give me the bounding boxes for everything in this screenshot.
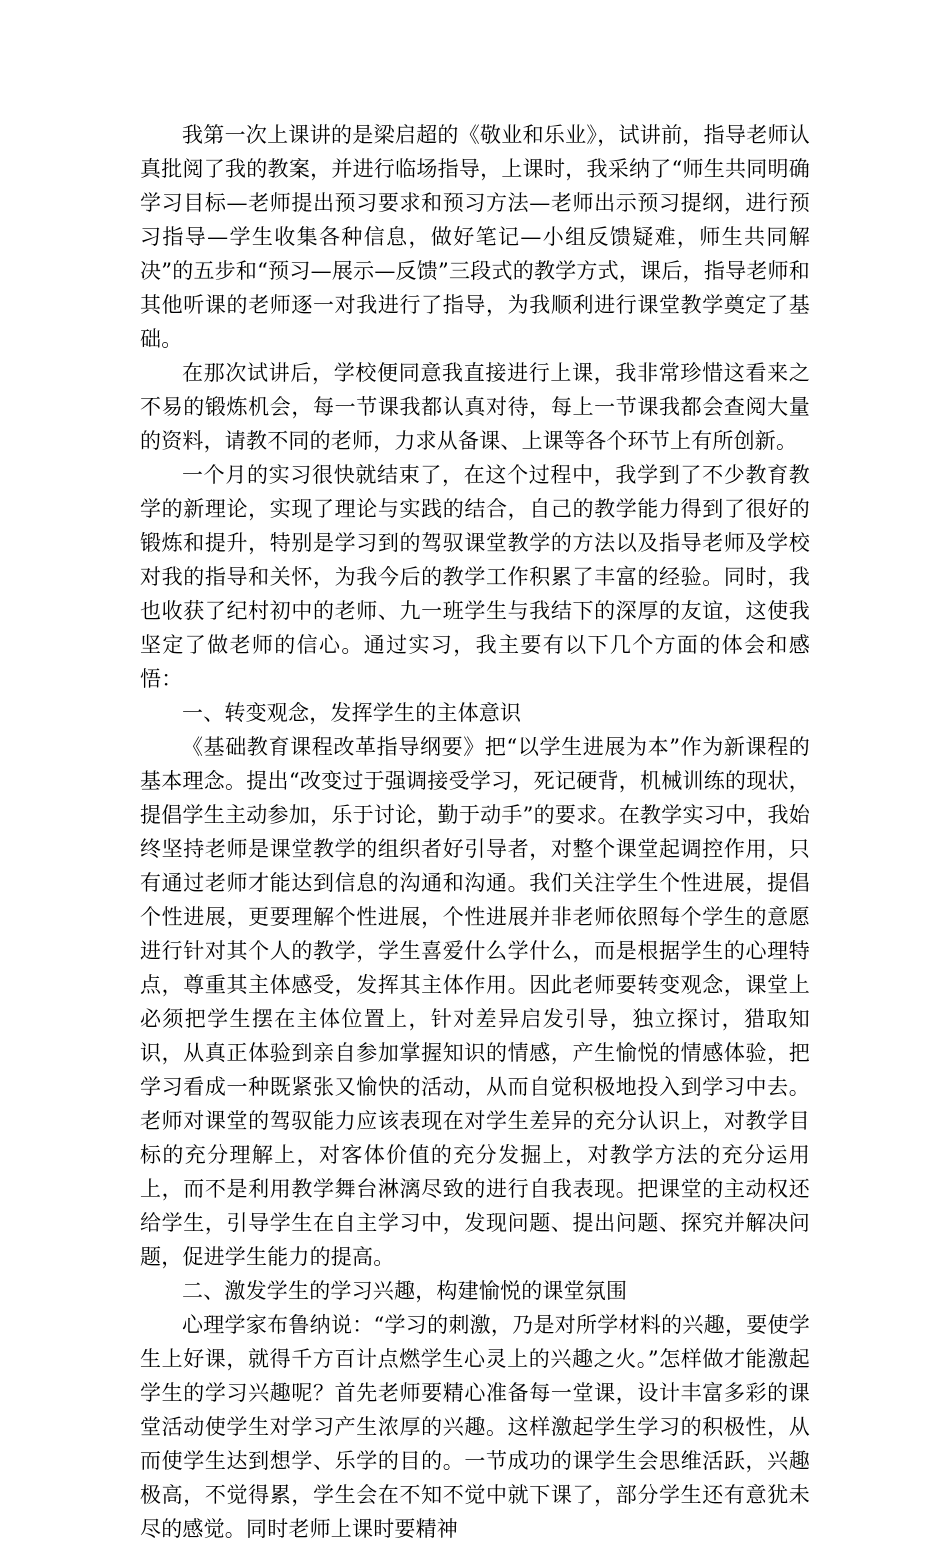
paragraph-section-1: 《基础教育课程改革指导纲要》把“以学生进展为本”作为新课程的基本理念。提出“改变过于强调接受学习，死记硬背，机械训练的现状，提倡学生主动参加，乐于讨论，勤于动手”的要求。在教学实习中，我始终坚持老师是课堂教学的组织者好引导者，对整个课堂起调控作用，只有通过老师才能达到信息的沟通和沟通。我们关注学生个性进展，提倡个性进展，更要理解个性进展，个性进展并非老师依照每个学生的意愿进行针对其个人的教学，学生喜爱什么学什么，而是根据学生的心理特点，尊重其主体感受，发挥其主体作用。因此老师要转变观念，课堂上必须把学生摆在主体位置上，针对差异启发引导，独立探讨，猎取知识，从真正体验到亲自参加掌握知识的情感，产生愉悦的情感体验，把学习看成一种既紧张又愉快的活动，从而自觉积极地投入到学习中去。老师对课堂的驾驭能力应该表现在对学生差异的充分认识上，对教学目标的充分理解上，对客体价值的充分发掘上，对教学方法的充分运用上，而不是利用教学舞台淋漓尽致的进行自我表现。把课堂的主动权还给学生，引导学生在自主学习中，发现问题、提出问题、探究并解决问题，促进学生能力的提高。 bbox=[140, 735, 810, 1269]
paragraph-internship-summary: 一个月的实习很快就结束了，在这个过程中，我学到了不少教育教学的新理论，实现了理论与实践的结合，自己的教学能力得到了很好的锻炼和提升，特别是学习到的驾驭课堂教学的方法以及指导老师及学校对我的指导和关怀，为我今后的教学工作积累了丰富的经验。同时，我也收获了纪村初中的老师、九一班学生与我结下的深厚的友谊，这使我坚定了做老师的信心。通过实习，我主要有以下几个方面的体会和感悟： bbox=[140, 463, 810, 691]
section-heading-1: 一、转变观念，发挥学生的主体意识 bbox=[182, 701, 522, 725]
paragraph-section-2: 心理学家布鲁纳说：“学习的刺激，乃是对所学材料的兴趣，要使学生上好课，就得千方百计点燃学生心灵上的兴趣之火。”怎样做才能激起学生的学习兴趣呢？首先老师要精心准备每一堂课，设计丰富多彩的课堂活动使学生对学习产生浓厚的兴趣。这样激起学生学习的积极性，从而使学生达到想学、乐学的目的。一节成功的课学生会思维活跃，兴趣极高，不觉得累，学生会在不知不觉中就下课了，部分学生还有意犹未尽的感觉。同时老师上课时要精神 bbox=[140, 1313, 810, 1541]
paragraph-after-trial: 在那次试讲后，学校便同意我直接进行上课，我非常珍惜这看来之不易的锻炼机会，每一节课我都认真对待，每上一节课我都会查阅大量的资料，请教不同的老师，力求从备课、上课等各个环节上有所创新。 bbox=[140, 361, 810, 453]
document-body bbox=[140, 118, 810, 1546]
paragraph-first-lesson: 我第一次上课讲的是梁启超的《敬业和乐业》，试讲前，指导老师认真批阅了我的教案，并进行临场指导，上课时，我采纳了“师生共同明确学习目标—老师提出预习要求和预习方法—老师出示预习提纲，进行预习指导—学生收集各种信息，做好笔记—小组反馈疑难，师生共同解决”的五步和“预习—展示—反馈”三段式的教学方式，课后，指导老师和其他听课的老师逐一对我进行了指导，为我顺利进行课堂教学奠定了基础。 bbox=[140, 123, 810, 351]
section-heading-2: 二、激发学生的学习兴趣，构建愉悦的课堂氛围 bbox=[182, 1279, 628, 1303]
